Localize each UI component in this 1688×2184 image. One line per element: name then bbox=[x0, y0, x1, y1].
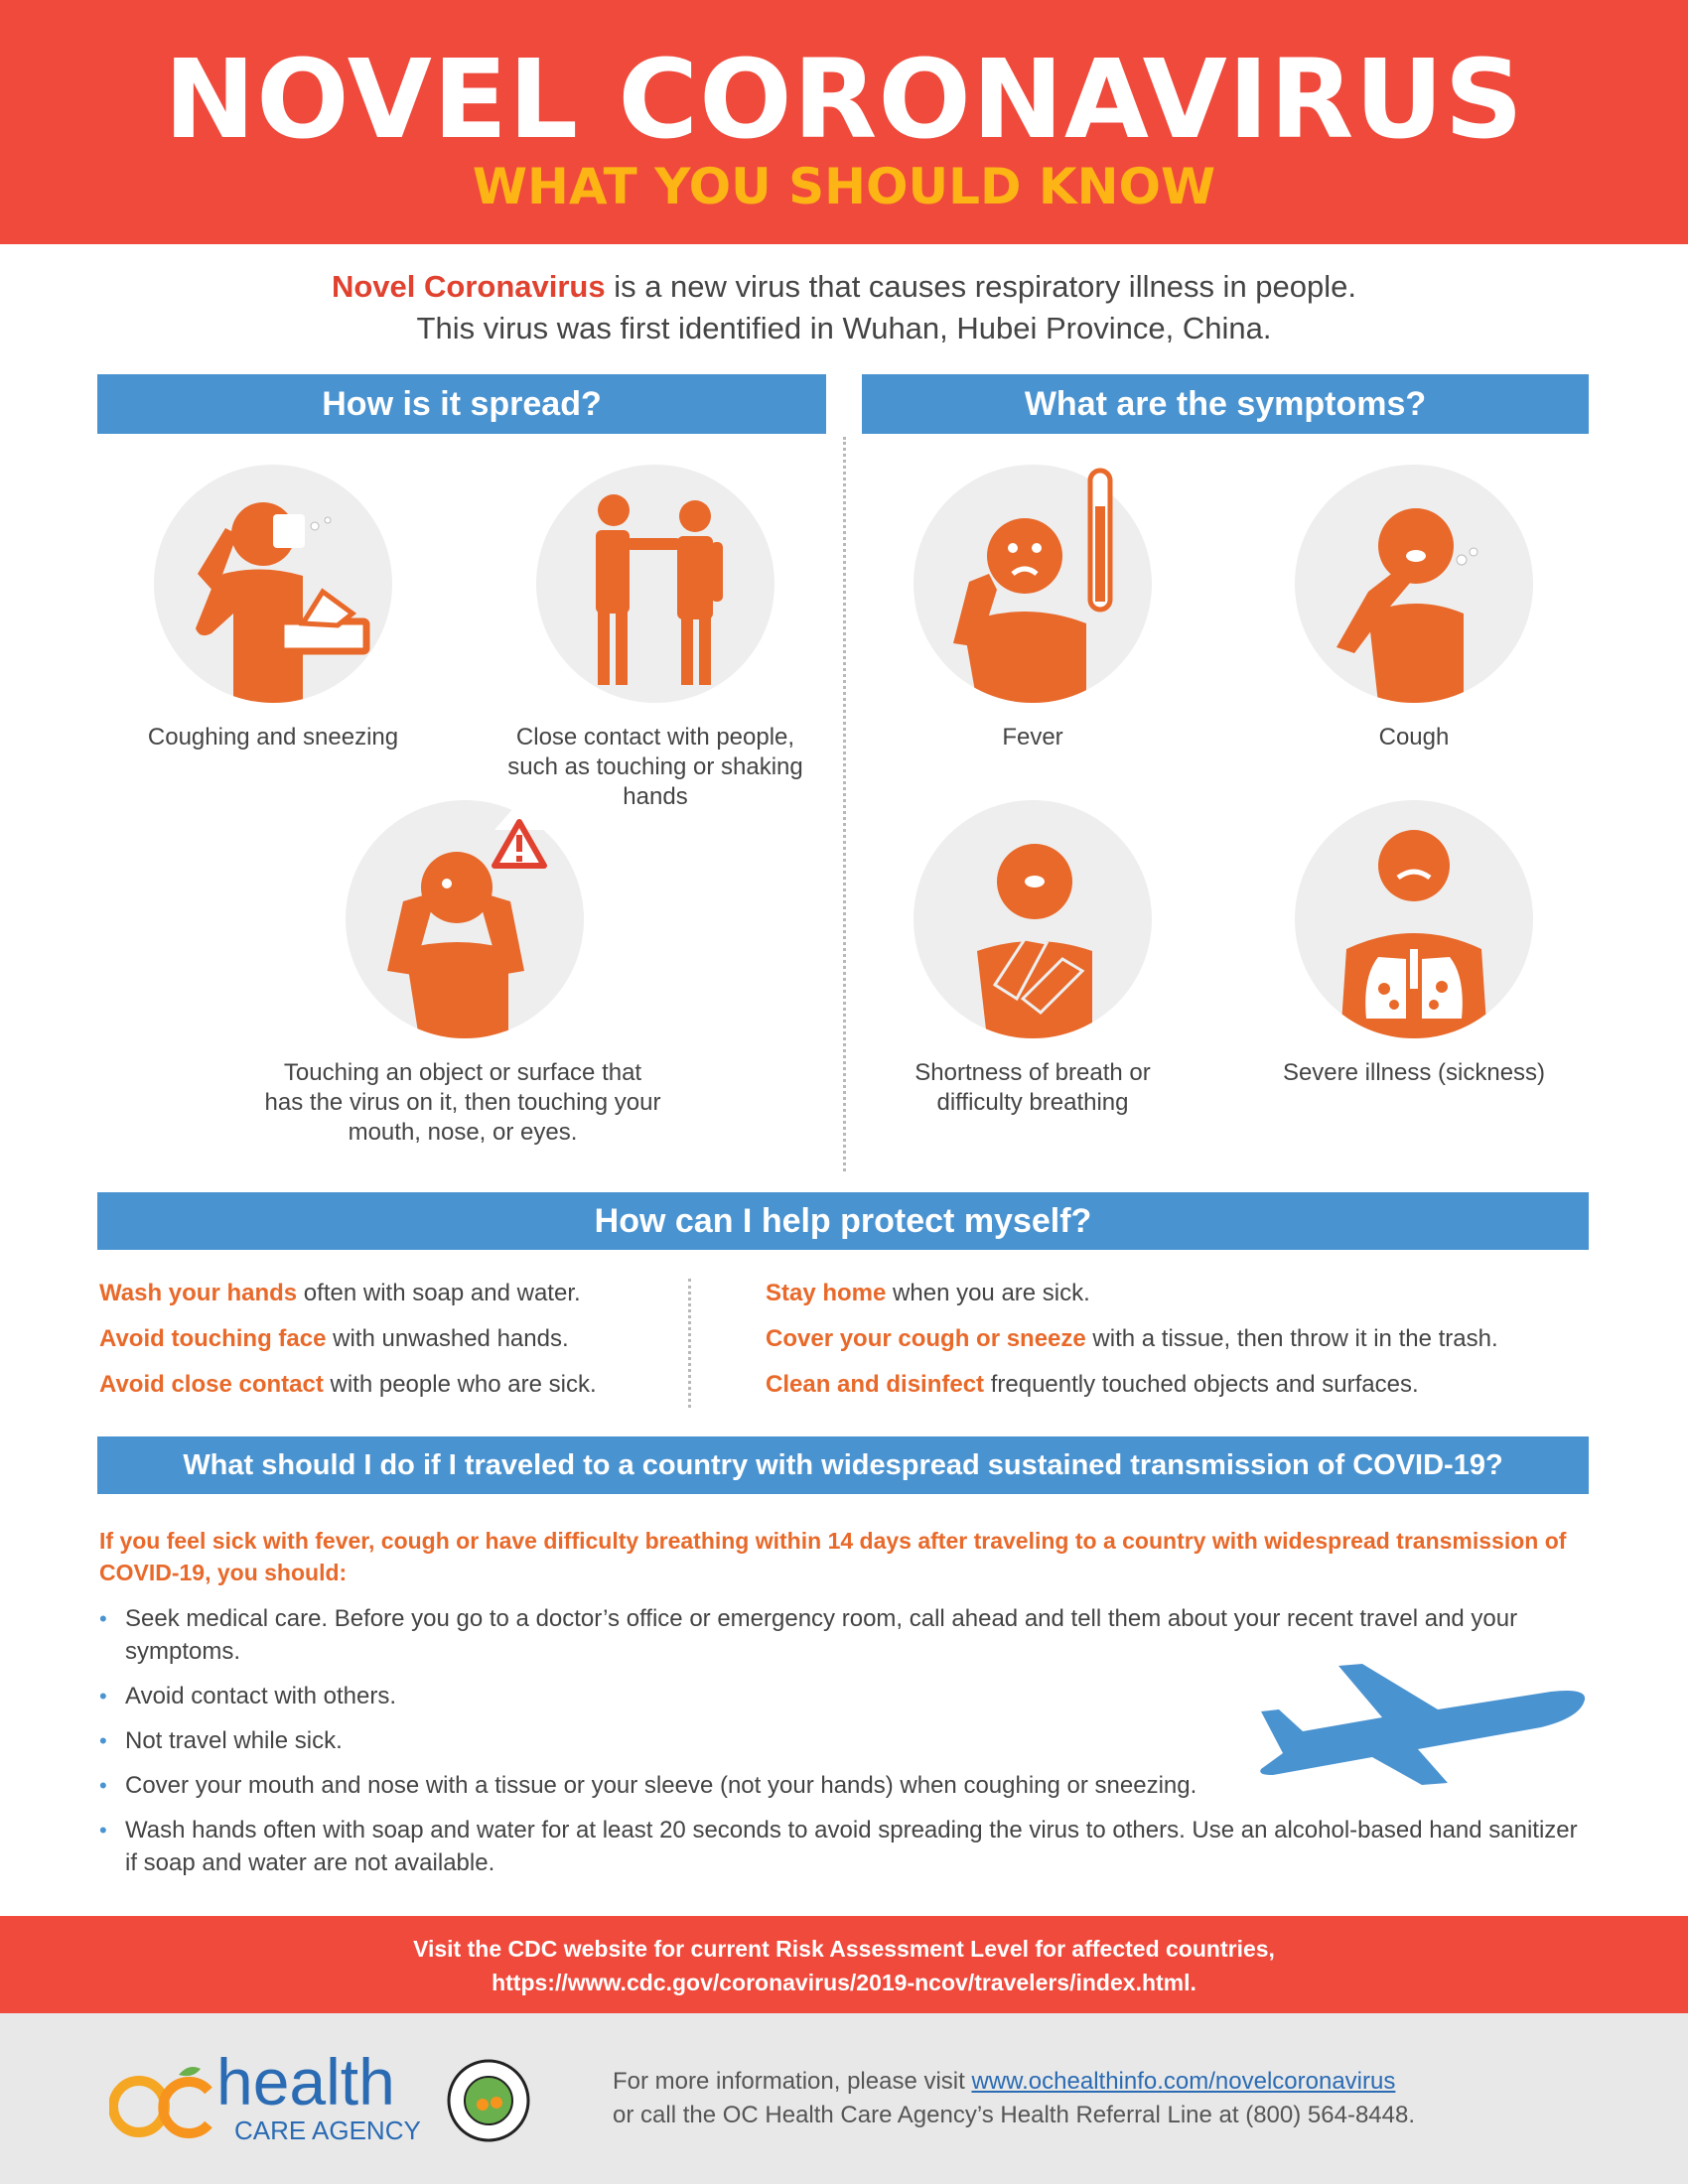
logo-health-text: health bbox=[216, 2045, 395, 2118]
protect-item: Avoid touching face with unwashed hands. bbox=[99, 1325, 569, 1352]
page-title: NOVEL CORONAVIRUS bbox=[164, 36, 1524, 163]
logo-agency-text: CARE AGENCY bbox=[234, 2116, 421, 2145]
oc-health-logo bbox=[109, 2045, 536, 2158]
coughing-person-icon bbox=[154, 465, 392, 703]
protect-list-right bbox=[766, 1271, 1498, 1408]
list-item: • Wash hands often with soap and water for at least 20 seconds to avoid spreading the virus to others. Use an alcohol-based hand sanitizer if soap and water are not available. bbox=[99, 1814, 1589, 1879]
oc-logo-mark-icon bbox=[109, 2063, 218, 2146]
footer-info bbox=[613, 2065, 1415, 2132]
footer-info-link[interactable]: www.ochealthinfo.com/novelcoronavirus bbox=[971, 2068, 1396, 2095]
spread-caption-coughing: Coughing and sneezing bbox=[147, 724, 399, 751]
list-item: • Not travel while sick. bbox=[99, 1724, 1609, 1757]
list-item: • Cover your mouth and nose with a tissue or your sleeve (not your hands) when coughing or sneezing. bbox=[99, 1769, 1609, 1802]
spread-caption-touching: Touching an object or surface that has the virus on it, then touching your mouth, nose, or eyes. bbox=[264, 1059, 661, 1146]
symptom-caption-breath: Shortness of breath or difficulty breathing bbox=[914, 1059, 1151, 1116]
header-banner bbox=[0, 0, 1688, 244]
travel-heading: What should I do if I traveled to a country with widespread sustained transmission of COVID-19? bbox=[183, 1449, 1503, 1481]
travel-lead: If you feel sick with fever, cough or have difficulty breathing within 14 days after traveling to a country with widespread transmission of COVID-19, you should: bbox=[99, 1528, 1567, 1585]
protect-list-left bbox=[99, 1271, 597, 1408]
airplane-icon bbox=[1253, 1658, 1591, 1787]
symptom-caption-severe: Severe illness (sickness) bbox=[1282, 1059, 1546, 1086]
thermometer-icon bbox=[1082, 467, 1118, 615]
county-seal-icon bbox=[447, 2059, 530, 2142]
spread-caption-contact: Close contact with people, such as touching or shaking hands bbox=[507, 724, 803, 810]
protect-item: Wash your hands often with soap and water. bbox=[99, 1280, 581, 1306]
symptom-caption-fever: Fever bbox=[1002, 724, 1063, 751]
cough-icon bbox=[1295, 465, 1533, 703]
list-item: • Avoid contact with others. bbox=[99, 1680, 1609, 1712]
intro-highlight: Novel Coronavirus bbox=[331, 269, 606, 304]
protect-item: Cover your cough or sneeze with a tissue, then throw it in the trash. bbox=[766, 1325, 1498, 1352]
footer-info-line2: or call the OC Health Care Agency’s Health Referral Line at (800) 564-8448. bbox=[613, 2102, 1415, 2128]
footer bbox=[0, 2013, 1688, 2184]
protect-divider bbox=[688, 1279, 691, 1408]
spread-heading-bar bbox=[97, 374, 826, 434]
protect-heading-bar bbox=[97, 1192, 1589, 1250]
intro-text bbox=[0, 266, 1688, 349]
intro-line1: is a new virus that causes respiratory illness in people. bbox=[605, 269, 1357, 304]
close-contact-icon bbox=[536, 465, 774, 703]
list-item: • Seek medical care. Before you go to a doctor’s office or emergency room, call ahead and tell them about your recent travel and your symptoms. bbox=[99, 1602, 1589, 1668]
touching-face-icon bbox=[346, 800, 584, 1038]
protect-item: Avoid close contact with people who are sick. bbox=[99, 1371, 597, 1398]
symptoms-heading-bar bbox=[862, 374, 1589, 434]
page-subtitle: WHAT YOU SHOULD KNOW bbox=[472, 158, 1216, 215]
warning-icon bbox=[491, 818, 548, 870]
lungs-illness-icon bbox=[1295, 800, 1533, 1038]
shortness-of-breath-icon bbox=[914, 800, 1152, 1038]
symptom-caption-cough: Cough bbox=[1378, 724, 1450, 751]
protect-item: Clean and disinfect frequently touched objects and surfaces. bbox=[766, 1371, 1419, 1398]
footer-info-prefix: For more information, please visit bbox=[613, 2068, 972, 2095]
spread-heading: How is it spread? bbox=[322, 385, 602, 423]
cdc-line1: Visit the CDC website for current Risk Assessment Level for affected countries, bbox=[413, 1936, 1275, 1962]
section-divider bbox=[843, 437, 846, 1171]
protect-heading: How can I help protect myself? bbox=[594, 1202, 1092, 1240]
travel-heading-bar bbox=[97, 1436, 1589, 1494]
cdc-link[interactable]: https://www.cdc.gov/coronavirus/2019-ncov/travelers/index.html. bbox=[492, 1970, 1196, 1995]
intro-line2: This virus was first identified in Wuhan, Hubei Province, China. bbox=[416, 311, 1272, 345]
protect-item: Stay home when you are sick. bbox=[766, 1280, 1090, 1306]
cdc-banner bbox=[0, 1916, 1688, 2013]
symptoms-heading: What are the symptoms? bbox=[1024, 385, 1427, 423]
